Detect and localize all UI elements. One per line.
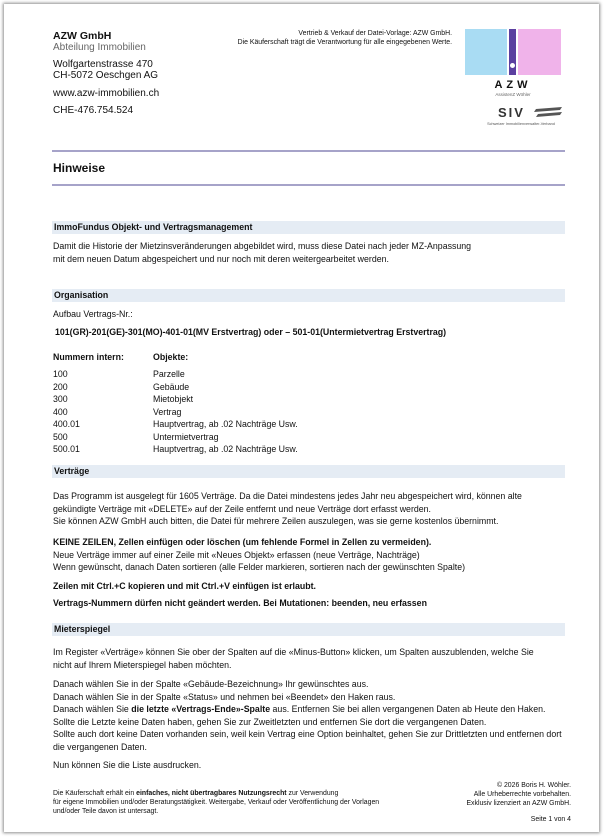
row-object: Hauptvertrag, ab .02 Nachträge Usw. bbox=[153, 419, 298, 429]
text-line: Im Register «Verträge» können Sie ober der Spalten auf die «Minus-Button» klicken, um Spalten auszublenden, welche Sie bbox=[53, 647, 534, 657]
company-uid: CHE-476.754.524 bbox=[53, 105, 134, 116]
logo-left-block bbox=[465, 29, 507, 75]
text-line: Danach wählen Sie in der Spalte «Gebäude-Bezeichnung» Ihr gewünschtes aus. bbox=[53, 679, 369, 689]
text-line-bold: KEINE ZEILEN, Zellen einfügen oder löschen (um fehlende Formel in Zellen zu vermeiden). bbox=[53, 537, 432, 547]
row-object: Untermietvertrag bbox=[153, 431, 219, 442]
table-row bbox=[53, 418, 353, 431]
row-object: Mietobjekt bbox=[153, 394, 194, 404]
siv-logo-sub: Schweizer Immobilienverwalter-Verband bbox=[487, 122, 555, 126]
row-object: Vertrag bbox=[153, 406, 182, 417]
row-object: Parzelle bbox=[153, 369, 185, 379]
logo-right-block bbox=[518, 29, 561, 75]
text-line: Sollte die Letzte keine Daten haben, gehen Sie zur Zweitletzten und entfernen Sie dort die vergangenen Daten. bbox=[53, 716, 487, 727]
mieterspiegel-steps bbox=[53, 678, 567, 753]
section-heading-immofundus: ImmoFundus Objekt- und Vertragsmanagement bbox=[52, 221, 565, 234]
title-rule-top bbox=[52, 150, 565, 152]
siv-logo-mark bbox=[534, 106, 564, 118]
header-notice bbox=[184, 30, 452, 48]
company-department: Abteilung Immobilien bbox=[53, 42, 146, 53]
immofundus-text bbox=[53, 240, 565, 265]
print-instruction: Nun können Sie die Liste ausdrucken. bbox=[53, 760, 202, 770]
text-span-bold: die letzte «Vertrags-Ende»-Spalte bbox=[131, 704, 271, 714]
col-header-object: Objekte: bbox=[153, 352, 189, 362]
logo-dot bbox=[510, 63, 515, 68]
logo-center-bar bbox=[509, 29, 516, 75]
page-number: Seite 1 von 4 bbox=[530, 816, 571, 823]
table-row bbox=[53, 368, 353, 381]
footer-copyright bbox=[404, 782, 571, 808]
logo-brand-sub: AssistenZ Wöhler bbox=[495, 92, 531, 97]
table-row bbox=[53, 443, 353, 456]
row-number: 500.01 bbox=[53, 444, 80, 454]
table-row bbox=[53, 381, 353, 394]
text-line bbox=[53, 703, 567, 716]
company-name: AZW GmbH bbox=[53, 30, 112, 42]
header-notice-line2: Die Käuferschaft trägt die Verantwortung für alle eingegebenen Werte. bbox=[237, 38, 452, 46]
footer-line: Exklusiv lizenziert an AZW GmbH. bbox=[466, 799, 571, 807]
footer-license bbox=[53, 790, 433, 816]
page-title: Hinweise bbox=[53, 161, 106, 175]
footer-line: Alle Urheberrechte vorbehalten. bbox=[473, 790, 571, 798]
table-row bbox=[53, 406, 353, 419]
company-city: CH-5072 Oeschgen AG bbox=[53, 70, 159, 81]
objects-table bbox=[53, 368, 353, 456]
footer-line: © 2026 Boris H. Wöhler. bbox=[496, 782, 571, 789]
text-line: Wenn gewünscht, danach Daten sortieren (alle Felder markieren, sortieren nach der gewünschten Spalte) bbox=[53, 562, 466, 572]
header-notice-line1: Vertrieb & Verkauf der Datei-Vorlage: AZW GmbH. bbox=[298, 30, 452, 37]
text-line: die vergangenen Daten. bbox=[53, 741, 147, 752]
text-span-bold: einfaches, nicht übertragbares Nutzungsrecht bbox=[136, 790, 287, 797]
section-heading-organisation: Organisation bbox=[52, 289, 565, 302]
text-span: zur Verwendung bbox=[286, 790, 339, 797]
siv-logo-text: SIV bbox=[498, 105, 525, 120]
text-line: Neue Verträge immer auf einer Zeile mit «Neues Objekt» erfassen (neue Verträge, Nachträge) bbox=[53, 549, 420, 560]
text-line: nicht auf Ihrem Mieterspiegel haben möchten. bbox=[53, 659, 232, 670]
text-line: mit dem neuen Datum abgespeichert und nur noch mit deren weitergearbeitet werden. bbox=[53, 253, 389, 264]
text-span: aus. Entfernen Sie bei allen vergangenen Daten ab Heute den Haken. bbox=[270, 704, 546, 714]
title-rule-bottom bbox=[52, 184, 565, 186]
contract-number-structure: 101(GR)-201(GE)-301(MO)-401-01(MV Erstvertrag) oder – 501-01(Untermietvertrag Erstvertrag) bbox=[55, 327, 447, 337]
row-number: 400.01 bbox=[53, 419, 80, 429]
row-number: 300 bbox=[53, 394, 68, 404]
section-heading-mieterspiegel: Mieterspiegel bbox=[52, 623, 565, 636]
table-row bbox=[53, 393, 353, 406]
text-line: Danach wählen Sie in der Spalte «Status» und nehmen bei «Beendet» den Haken raus. bbox=[53, 691, 396, 702]
company-website[interactable]: www.azw-immobilien.ch bbox=[53, 88, 160, 99]
text-line: gekündigte Verträge mit «DELETE» auf der Zeile entfernt und neue Verträge dort erfasst werden. bbox=[53, 503, 431, 514]
copy-paste-rule: Zeilen mit Ctrl.+C kopieren und mit Ctrl.+V einfügen ist erlaubt. bbox=[53, 581, 316, 591]
section-heading-vertraege: Verträge bbox=[52, 465, 565, 478]
row-object: Gebäude bbox=[153, 381, 190, 392]
vertraege-rules bbox=[53, 536, 567, 574]
contract-number-rule: Vertrags-Nummern dürfen nicht geändert werden. Bei Mutationen: beenden, neu erfassen bbox=[53, 598, 427, 608]
row-object: Hauptvertrag, ab .02 Nachträge Usw. bbox=[153, 444, 298, 454]
row-number: 400 bbox=[53, 406, 68, 417]
row-number: 500 bbox=[53, 431, 68, 442]
text-line: Sollte auch dort keine Daten vorhanden sein, weil kein Vertrag eine Option beinhaltet, gehen Sie zur Drittletzten und entfernen dort bbox=[53, 729, 562, 739]
table-row bbox=[53, 431, 353, 444]
azw-logo bbox=[465, 29, 561, 75]
mieterspiegel-intro bbox=[53, 646, 567, 671]
row-number: 200 bbox=[53, 381, 68, 392]
text-line: Das Programm ist ausgelegt für 1605 Verträge. Da die Datei mindestens jedes Jahr neu abgespeichert wird, können alte bbox=[53, 491, 522, 501]
text-line: Sie können AZW GmbH auch bitten, die Datei für mehrere Zeilen auszulegen, was sie gerne kostenlos übernimmt. bbox=[53, 516, 499, 526]
logo-brand: AZW bbox=[494, 79, 532, 91]
document-page bbox=[4, 4, 599, 832]
contract-number-label: Aufbau Vertrags-Nr.: bbox=[53, 309, 133, 319]
company-street: Wolfgartenstrasse 470 bbox=[53, 59, 153, 70]
col-header-number: Nummern intern: bbox=[53, 352, 124, 362]
text-span: Danach wählen Sie bbox=[53, 704, 132, 714]
text-span: Die Käuferschaft erhält ein bbox=[53, 790, 137, 797]
footer-line: für eigene Immobilien und/oder Beratungstätigkeit. Weitergabe, Verkauf oder Veröffentlichung der Vorlagen bbox=[53, 798, 380, 806]
footer-line: und/oder Teile davon ist untersagt. bbox=[53, 807, 159, 815]
vertraege-text bbox=[53, 490, 567, 528]
row-number: 100 bbox=[53, 369, 68, 379]
text-line: Damit die Historie der Mietzinsveränderungen abgebildet wird, muss diese Datei nach jeder MZ-Anpassung bbox=[53, 241, 472, 251]
footer-line bbox=[53, 790, 433, 799]
